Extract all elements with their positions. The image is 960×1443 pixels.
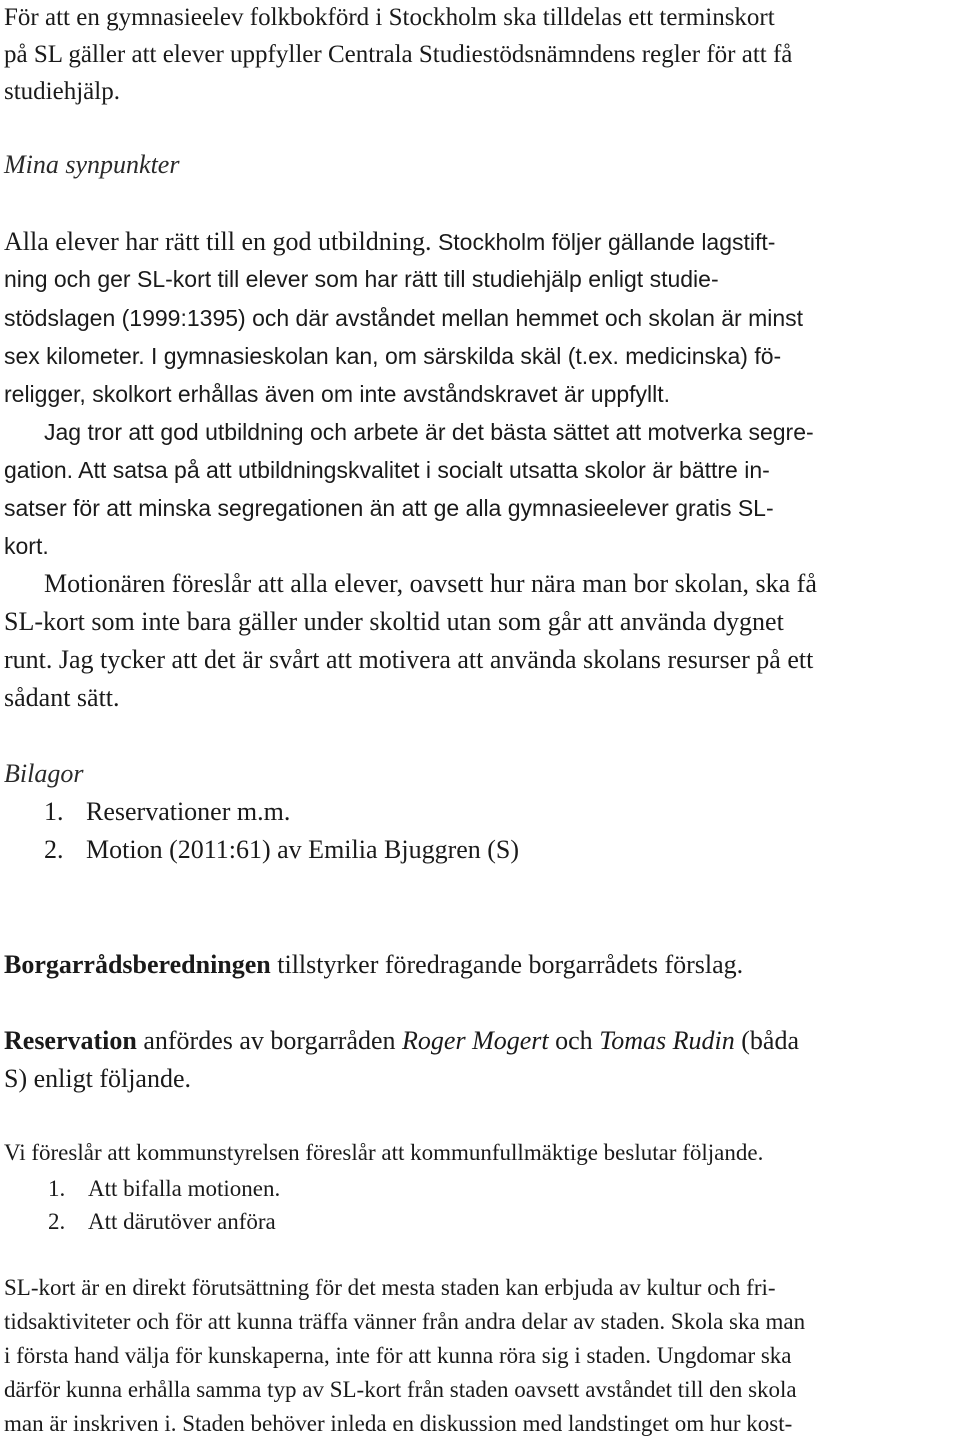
intro-line-3: studiehjälp.: [4, 78, 120, 105]
bilagor-heading: Bilagor: [4, 759, 84, 788]
synpunkter-sans-line: satser för att minska segregationen än att ge alla gymnasieelever gratis SL-: [4, 495, 774, 521]
reservation-text: anfördes av borgarråden: [136, 1026, 403, 1055]
slutsats-line: i första hand välja för kunskaperna, inte för att kunna röra sig i staden. Ungdomar ska: [4, 1343, 792, 1368]
reservation-text: och: [548, 1026, 600, 1055]
synpunkter-sans-line: Jag tror att god utbildning och arbete är det bästa sättet att motverka segre-: [44, 419, 814, 445]
bilagor-item: [44, 797, 290, 827]
reservation-line-1: [4, 1026, 799, 1056]
forslag-intro: Vi föreslår att kommunstyrelsen föreslår att kommunfullmäktige beslutar följande.: [4, 1140, 764, 1165]
synpunkter-sans-line: ning och ger SL-kort till elever som har rätt till studiehjälp enligt studie-: [4, 266, 719, 292]
beredning-bold: Borgarrådsberedningen: [4, 950, 271, 979]
synpunkter-serif-line: runt. Jag tycker att det är svårt att motivera att använda skolans resurser på ett: [4, 645, 814, 674]
beredning-line: [4, 950, 743, 980]
forslag-item-number: 1.: [48, 1176, 66, 1201]
forslag-item-text: Att bifalla motionen.: [88, 1176, 281, 1201]
synpunkter-line-1-sans: Stockholm följer gällande lagstift-: [437, 229, 776, 255]
bilagor-item: [44, 835, 519, 865]
synpunkter-sans-line: religger, skolkort erhållas även om inte avståndskravet är uppfyllt.: [4, 381, 671, 407]
intro-line-2: på SL gäller att elever uppfyller Centrala Studiestödsnämndens regler för att få: [4, 41, 793, 68]
bilagor-item-text: Motion (2011:61) av Emilia Bjuggren (S): [86, 835, 520, 864]
synpunkter-sans-line: stödslagen (1999:1395) och där avståndet mellan hemmet och skolan är minst: [4, 305, 804, 331]
slutsats-line: SL-kort är en direkt förutsättning för det mesta staden kan erbjuda av kultur och fri-: [4, 1275, 776, 1300]
synpunkter-sans-line: kort.: [4, 533, 49, 559]
forslag-item-text: Att därutöver anföra: [88, 1209, 276, 1234]
synpunkter-sans-line: gation. Att satsa på att utbildningskvalitet i socialt utsatta skolor är bättre in-: [4, 457, 770, 483]
forslag-item: [48, 1176, 280, 1202]
slutsats-line: tidsaktiviteter och för att kunna träffa vänner från andra delar av staden. Skola ska man: [4, 1309, 806, 1334]
slutsats-line: man är inskriven i. Staden behöver inleda en diskussion med landstinget om hur kost-: [4, 1411, 793, 1436]
intro-line-1: För att en gymnasieelev folkbokförd i Stockholm ska tilldelas ett terminskort: [4, 4, 775, 31]
reservation-text: (båda: [734, 1026, 800, 1055]
synpunkter-heading: Mina synpunkter: [4, 150, 180, 179]
beredning-rest: tillstyrker föredragande borgarrådets förslag.: [270, 950, 744, 979]
synpunkter-sans-line: sex kilometer. I gymnasieskolan kan, om särskilda skäl (t.ex. medicinska) fö-: [4, 343, 782, 369]
forslag-item-number: 2.: [48, 1209, 66, 1234]
forslag-item: [48, 1209, 276, 1235]
bilagor-item-number: 1.: [44, 797, 64, 826]
synpunkter-line-1: [4, 227, 775, 257]
synpunkter-serif-line: Motionären föreslår att alla elever, oavsett hur nära man bor skolan, ska få: [44, 569, 817, 598]
reservation-name: Tomas Rudin: [599, 1026, 735, 1055]
bilagor-item-text: Reservationer m.m.: [86, 797, 291, 826]
reservation-line-2: S) enligt följande.: [4, 1064, 192, 1093]
synpunkter-serif-line: SL-kort som inte bara gäller under skoltid utan som går att använda dygnet: [4, 607, 784, 636]
slutsats-line: därför kunna erhålla samma typ av SL-kort från staden oavsett avståndet till den skola: [4, 1377, 797, 1402]
synpunkter-line-1-serif: Alla elever har rätt till en god utbildning.: [4, 227, 438, 256]
reservation-name: Roger Mogert: [402, 1026, 549, 1055]
synpunkter-serif-line: sådant sätt.: [4, 683, 120, 712]
reservation-bold: Reservation: [4, 1026, 137, 1055]
bilagor-item-number: 2.: [44, 835, 64, 864]
